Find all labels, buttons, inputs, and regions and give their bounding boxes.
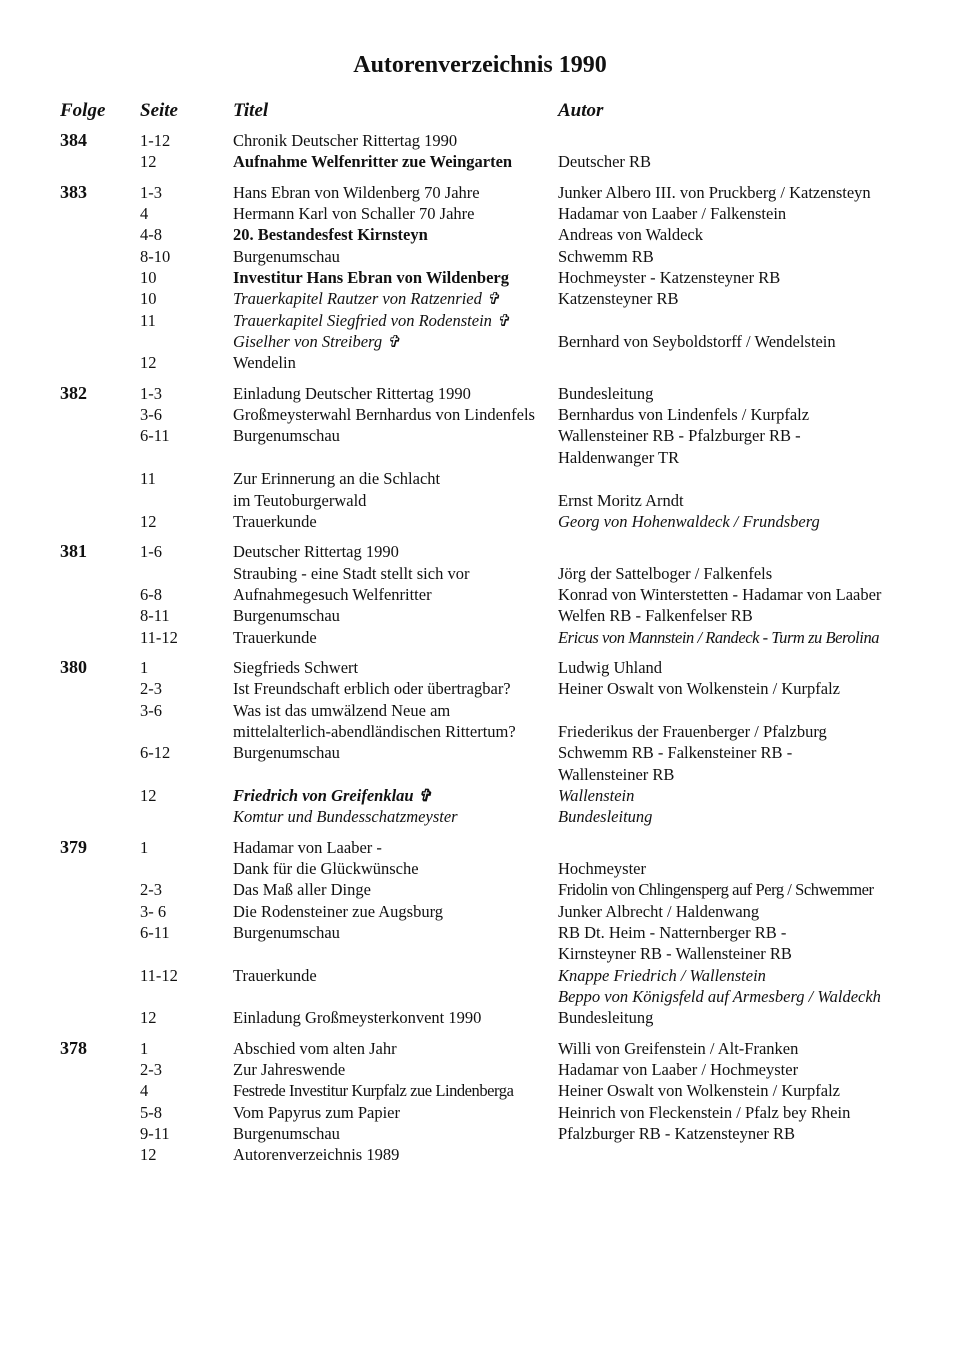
seite-cell: 11 bbox=[140, 469, 156, 489]
seite-cell: 1 bbox=[140, 657, 149, 677]
autor-cell: Schwemm RB - Falkensteiner RB - bbox=[558, 743, 793, 763]
table-row bbox=[0, 584, 960, 605]
table-row bbox=[0, 922, 960, 943]
autor-cell: Pfalzburger RB - Katzensteyner RB bbox=[558, 1124, 796, 1144]
autor-cell: Junker Albrecht / Haldenwang bbox=[558, 901, 760, 921]
seite-cell: 6-11 bbox=[140, 923, 170, 943]
seite-cell: 2-3 bbox=[140, 880, 162, 900]
folge-cell: 381 bbox=[60, 541, 87, 562]
autor-cell: Bernhard von Seyboldstorff / Wendelstein bbox=[558, 332, 836, 352]
table-row bbox=[0, 764, 960, 785]
seite-cell: 6-12 bbox=[140, 743, 171, 763]
titel-cell: Aufnahme Welfenritter zue Weingarten bbox=[233, 152, 513, 172]
seite-cell: 1-12 bbox=[140, 131, 171, 150]
titel-cell: Trauerkunde bbox=[233, 511, 317, 531]
seite-cell: 11 bbox=[140, 310, 156, 330]
seite-cell: 1-3 bbox=[140, 182, 162, 202]
folge-cell: 380 bbox=[60, 656, 87, 677]
titel-cell: Was ist das umwälzend Neue am bbox=[233, 700, 451, 720]
table-row bbox=[0, 700, 960, 721]
titel-cell: Zur Erinnerung an die Schlacht bbox=[233, 469, 441, 489]
titel-cell: Das Maß aller Dinge bbox=[233, 880, 371, 900]
autor-cell: Kirnsteyner RB - Wallensteiner RB bbox=[558, 944, 792, 964]
seite-cell: 4 bbox=[140, 204, 149, 224]
titel-cell: Komtur und Bundesschatzmeyster bbox=[233, 807, 458, 827]
titel-cell: Trauerkunde bbox=[233, 965, 317, 985]
titel-cell: Dank für die Glückwünsche bbox=[233, 859, 419, 878]
autor-cell: Junker Albero III. von Pruckberg / Katzensteyn bbox=[558, 182, 871, 202]
titel-cell: Friedrich von Greifenklau ✞ bbox=[233, 785, 432, 805]
autor-cell: Welfen RB - Falkenfelser RB bbox=[558, 606, 753, 626]
seite-cell: 12 bbox=[140, 1145, 157, 1165]
seite-cell: 10 bbox=[140, 289, 157, 309]
autor-cell: Willi von Greifenstein / Alt-Franken bbox=[558, 1038, 799, 1058]
author-index-table bbox=[0, 130, 960, 1166]
autor-cell: Hochmeyster bbox=[558, 859, 646, 878]
table-row bbox=[0, 352, 960, 373]
table-row bbox=[0, 1144, 960, 1165]
autor-cell: Ludwig Uhland bbox=[558, 657, 663, 677]
table-row bbox=[0, 1007, 960, 1028]
table-row bbox=[0, 965, 960, 986]
seite-cell: 6-11 bbox=[140, 426, 170, 446]
seite-cell: 12 bbox=[140, 1008, 157, 1028]
seite-cell: 5-8 bbox=[140, 1102, 162, 1122]
autor-cell: Hochmeyster - Katzensteyner RB bbox=[558, 268, 781, 288]
header-autor: Autor bbox=[558, 100, 604, 121]
autor-cell: Hadamar von Laaber / Falkenstein bbox=[558, 204, 787, 224]
seite-cell: 8-11 bbox=[140, 606, 170, 626]
seite-cell: 9-11 bbox=[140, 1124, 170, 1144]
titel-cell: Aufnahmegesuch Welfenritter bbox=[233, 584, 432, 604]
autor-cell: Wallensteiner RB - Pfalzburger RB - bbox=[558, 426, 801, 446]
table-row bbox=[0, 511, 960, 532]
autor-cell: Haldenwanger TR bbox=[558, 447, 680, 467]
seite-cell: 3-6 bbox=[140, 405, 162, 425]
seite-cell: 4 bbox=[140, 1081, 149, 1101]
table-row bbox=[0, 1038, 960, 1059]
seite-cell: 11-12 bbox=[140, 965, 178, 985]
autor-cell: Wallenstein bbox=[558, 785, 635, 805]
table-row bbox=[0, 425, 960, 446]
seite-cell: 12 bbox=[140, 785, 157, 805]
titel-cell: Die Rodensteiner zue Augsburg bbox=[233, 901, 444, 921]
autor-cell: Ericus von Mannstein / Randeck - Turm zu Berolina bbox=[558, 627, 880, 647]
table-row bbox=[0, 490, 960, 511]
seite-cell: 2-3 bbox=[140, 679, 162, 699]
table-row bbox=[0, 879, 960, 900]
seite-cell: 10 bbox=[140, 268, 157, 288]
titel-cell: Trauerkapitel Rautzer von Ratzenried ✞ bbox=[233, 289, 500, 309]
table-row bbox=[0, 151, 960, 172]
seite-cell: 12 bbox=[140, 152, 157, 172]
titel-cell: Chronik Deutscher Rittertag 1990 bbox=[233, 131, 458, 150]
autor-cell: Friederikus der Frauenberger / Pfalzburg bbox=[558, 721, 827, 741]
titel-cell: Hadamar von Laaber - bbox=[233, 837, 382, 857]
titel-cell: 20. Bestandesfest Kirnsteyn bbox=[233, 225, 428, 245]
seite-cell: 2-3 bbox=[140, 1060, 162, 1080]
titel-cell: Ist Freundschaft erblich oder übertragbar? bbox=[233, 679, 511, 699]
table-row bbox=[0, 288, 960, 309]
seite-cell: 6-8 bbox=[140, 584, 162, 604]
folge-cell: 383 bbox=[60, 181, 87, 202]
table-row bbox=[0, 1059, 960, 1080]
table-row bbox=[0, 678, 960, 699]
folge-cell: 378 bbox=[60, 1037, 87, 1058]
header-seite: Seite bbox=[140, 100, 178, 121]
table-row bbox=[0, 657, 960, 678]
seite-cell: 11-12 bbox=[140, 627, 178, 647]
autor-cell: Schwemm RB bbox=[558, 246, 654, 266]
autor-cell: Beppo von Königsfeld auf Armesberg / Waldeckh bbox=[558, 987, 881, 1007]
autor-cell: Ernst Moritz Arndt bbox=[558, 490, 684, 510]
titel-cell: Abschied vom alten Jahr bbox=[233, 1038, 397, 1058]
autor-cell: Bundesleitung bbox=[558, 1008, 654, 1028]
titel-cell: Hans Ebran von Wildenberg 70 Jahre bbox=[233, 182, 480, 202]
autor-cell: Jörg der Sattelboger / Falkenfels bbox=[558, 563, 773, 583]
table-row bbox=[0, 203, 960, 224]
table-row bbox=[0, 806, 960, 827]
table-row bbox=[0, 742, 960, 763]
table-row bbox=[0, 901, 960, 922]
table-row bbox=[0, 447, 960, 468]
table-row bbox=[0, 1080, 960, 1101]
table-row bbox=[0, 331, 960, 352]
titel-cell: Autorenverzeichnis 1989 bbox=[233, 1145, 400, 1165]
table-row bbox=[0, 1102, 960, 1123]
table-row bbox=[0, 986, 960, 1007]
seite-cell: 8-10 bbox=[140, 246, 171, 266]
titel-cell: Burgenumschau bbox=[233, 743, 340, 763]
table-row bbox=[0, 468, 960, 489]
titel-cell: Wendelin bbox=[233, 353, 296, 373]
titel-cell: Burgenumschau bbox=[233, 426, 340, 446]
table-row bbox=[0, 563, 960, 584]
seite-cell: 1-6 bbox=[140, 542, 162, 562]
column-header-row bbox=[0, 100, 960, 124]
titel-cell: Trauerkapitel Siegfried von Rodenstein ✞ bbox=[233, 310, 510, 330]
titel-cell: Burgenumschau bbox=[233, 923, 340, 943]
titel-cell: Straubing - eine Stadt stellt sich vor bbox=[233, 563, 470, 583]
titel-cell: Vom Papyrus zum Papier bbox=[233, 1102, 400, 1122]
titel-cell: im Teutoburgerwald bbox=[233, 490, 367, 510]
autor-cell: Knappe Friedrich / Wallenstein bbox=[558, 965, 766, 985]
table-row bbox=[0, 267, 960, 288]
titel-cell: Siegfrieds Schwert bbox=[233, 657, 359, 677]
autor-cell: Fridolin von Chlingensperg auf Perg / Schwemmer bbox=[558, 880, 874, 900]
table-row bbox=[0, 721, 960, 742]
seite-cell: 12 bbox=[140, 511, 157, 531]
seite-cell: 1 bbox=[140, 837, 149, 857]
seite-cell: 12 bbox=[140, 353, 157, 373]
autor-cell: Heinrich von Fleckenstein / Pfalz bey Rhein bbox=[558, 1102, 851, 1122]
table-row bbox=[0, 605, 960, 626]
seite-cell: 1 bbox=[140, 1038, 149, 1058]
titel-cell: Einladung Deutscher Rittertag 1990 bbox=[233, 383, 471, 403]
header-titel: Titel bbox=[233, 100, 269, 121]
header-folge: Folge bbox=[60, 100, 106, 121]
autor-cell: Georg von Hohenwaldeck / Frundsberg bbox=[558, 511, 820, 531]
autor-cell: Wallensteiner RB bbox=[558, 764, 675, 784]
seite-cell: 4-8 bbox=[140, 225, 162, 245]
titel-cell: Burgenumschau bbox=[233, 246, 340, 266]
titel-cell: Deutscher Rittertag 1990 bbox=[233, 542, 399, 562]
folge-cell: 384 bbox=[60, 130, 87, 150]
table-row bbox=[0, 1123, 960, 1144]
table-row bbox=[0, 858, 960, 879]
autor-cell: Heiner Oswalt von Wolkenstein / Kurpfalz bbox=[558, 1081, 841, 1101]
autor-cell: Konrad von Winterstetten - Hadamar von Laaber bbox=[558, 584, 882, 604]
titel-cell: Zur Jahreswende bbox=[233, 1060, 346, 1080]
titel-cell: Burgenumschau bbox=[233, 1124, 340, 1144]
seite-cell: 1-3 bbox=[140, 383, 162, 403]
autor-cell: Bernhardus von Lindenfels / Kurpfalz bbox=[558, 405, 810, 425]
autor-cell: Bundesleitung bbox=[558, 807, 653, 827]
autor-cell: Heiner Oswalt von Wolkenstein / Kurpfalz bbox=[558, 679, 841, 699]
autor-cell: Deutscher RB bbox=[558, 152, 652, 172]
titel-cell: Investitur Hans Ebran von Wildenberg bbox=[233, 268, 509, 288]
table-row bbox=[0, 130, 960, 151]
titel-cell: Trauerkunde bbox=[233, 627, 317, 647]
table-row bbox=[0, 404, 960, 425]
titel-cell: Burgenumschau bbox=[233, 606, 340, 626]
autor-cell: Katzensteyner RB bbox=[558, 289, 679, 309]
autor-cell: Bundesleitung bbox=[558, 383, 654, 403]
titel-cell: Giselher von Streiberg ✞ bbox=[233, 332, 401, 352]
table-row bbox=[0, 224, 960, 245]
autor-cell: RB Dt. Heim - Natternberger RB - bbox=[558, 923, 787, 943]
folge-cell: 379 bbox=[60, 836, 87, 857]
table-row bbox=[0, 310, 960, 331]
seite-cell: 3-6 bbox=[140, 700, 162, 720]
titel-cell: Einladung Großmeysterkonvent 1990 bbox=[233, 1008, 482, 1028]
autor-cell: Hadamar von Laaber / Hochmeyster bbox=[558, 1060, 799, 1080]
table-row bbox=[0, 837, 960, 858]
titel-cell: Hermann Karl von Schaller 70 Jahre bbox=[233, 204, 475, 224]
page-title: Autorenverzeichnis 1990 bbox=[353, 52, 607, 78]
table-row bbox=[0, 785, 960, 806]
table-row bbox=[0, 541, 960, 562]
seite-cell: 3- 6 bbox=[140, 901, 167, 921]
table-row bbox=[0, 627, 960, 648]
table-row bbox=[0, 246, 960, 267]
titel-cell: Großmeysterwahl Bernhardus von Lindenfels bbox=[233, 405, 535, 425]
table-row bbox=[0, 182, 960, 203]
titel-cell: Festrede Investitur Kurpfalz zue Lindenberga bbox=[233, 1081, 514, 1101]
titel-cell: mittelalterlich-abendländischen Rittertum? bbox=[233, 721, 516, 741]
autor-cell: Andreas von Waldeck bbox=[558, 225, 703, 245]
folge-cell: 382 bbox=[60, 382, 87, 403]
table-row bbox=[0, 383, 960, 404]
table-row bbox=[0, 943, 960, 964]
